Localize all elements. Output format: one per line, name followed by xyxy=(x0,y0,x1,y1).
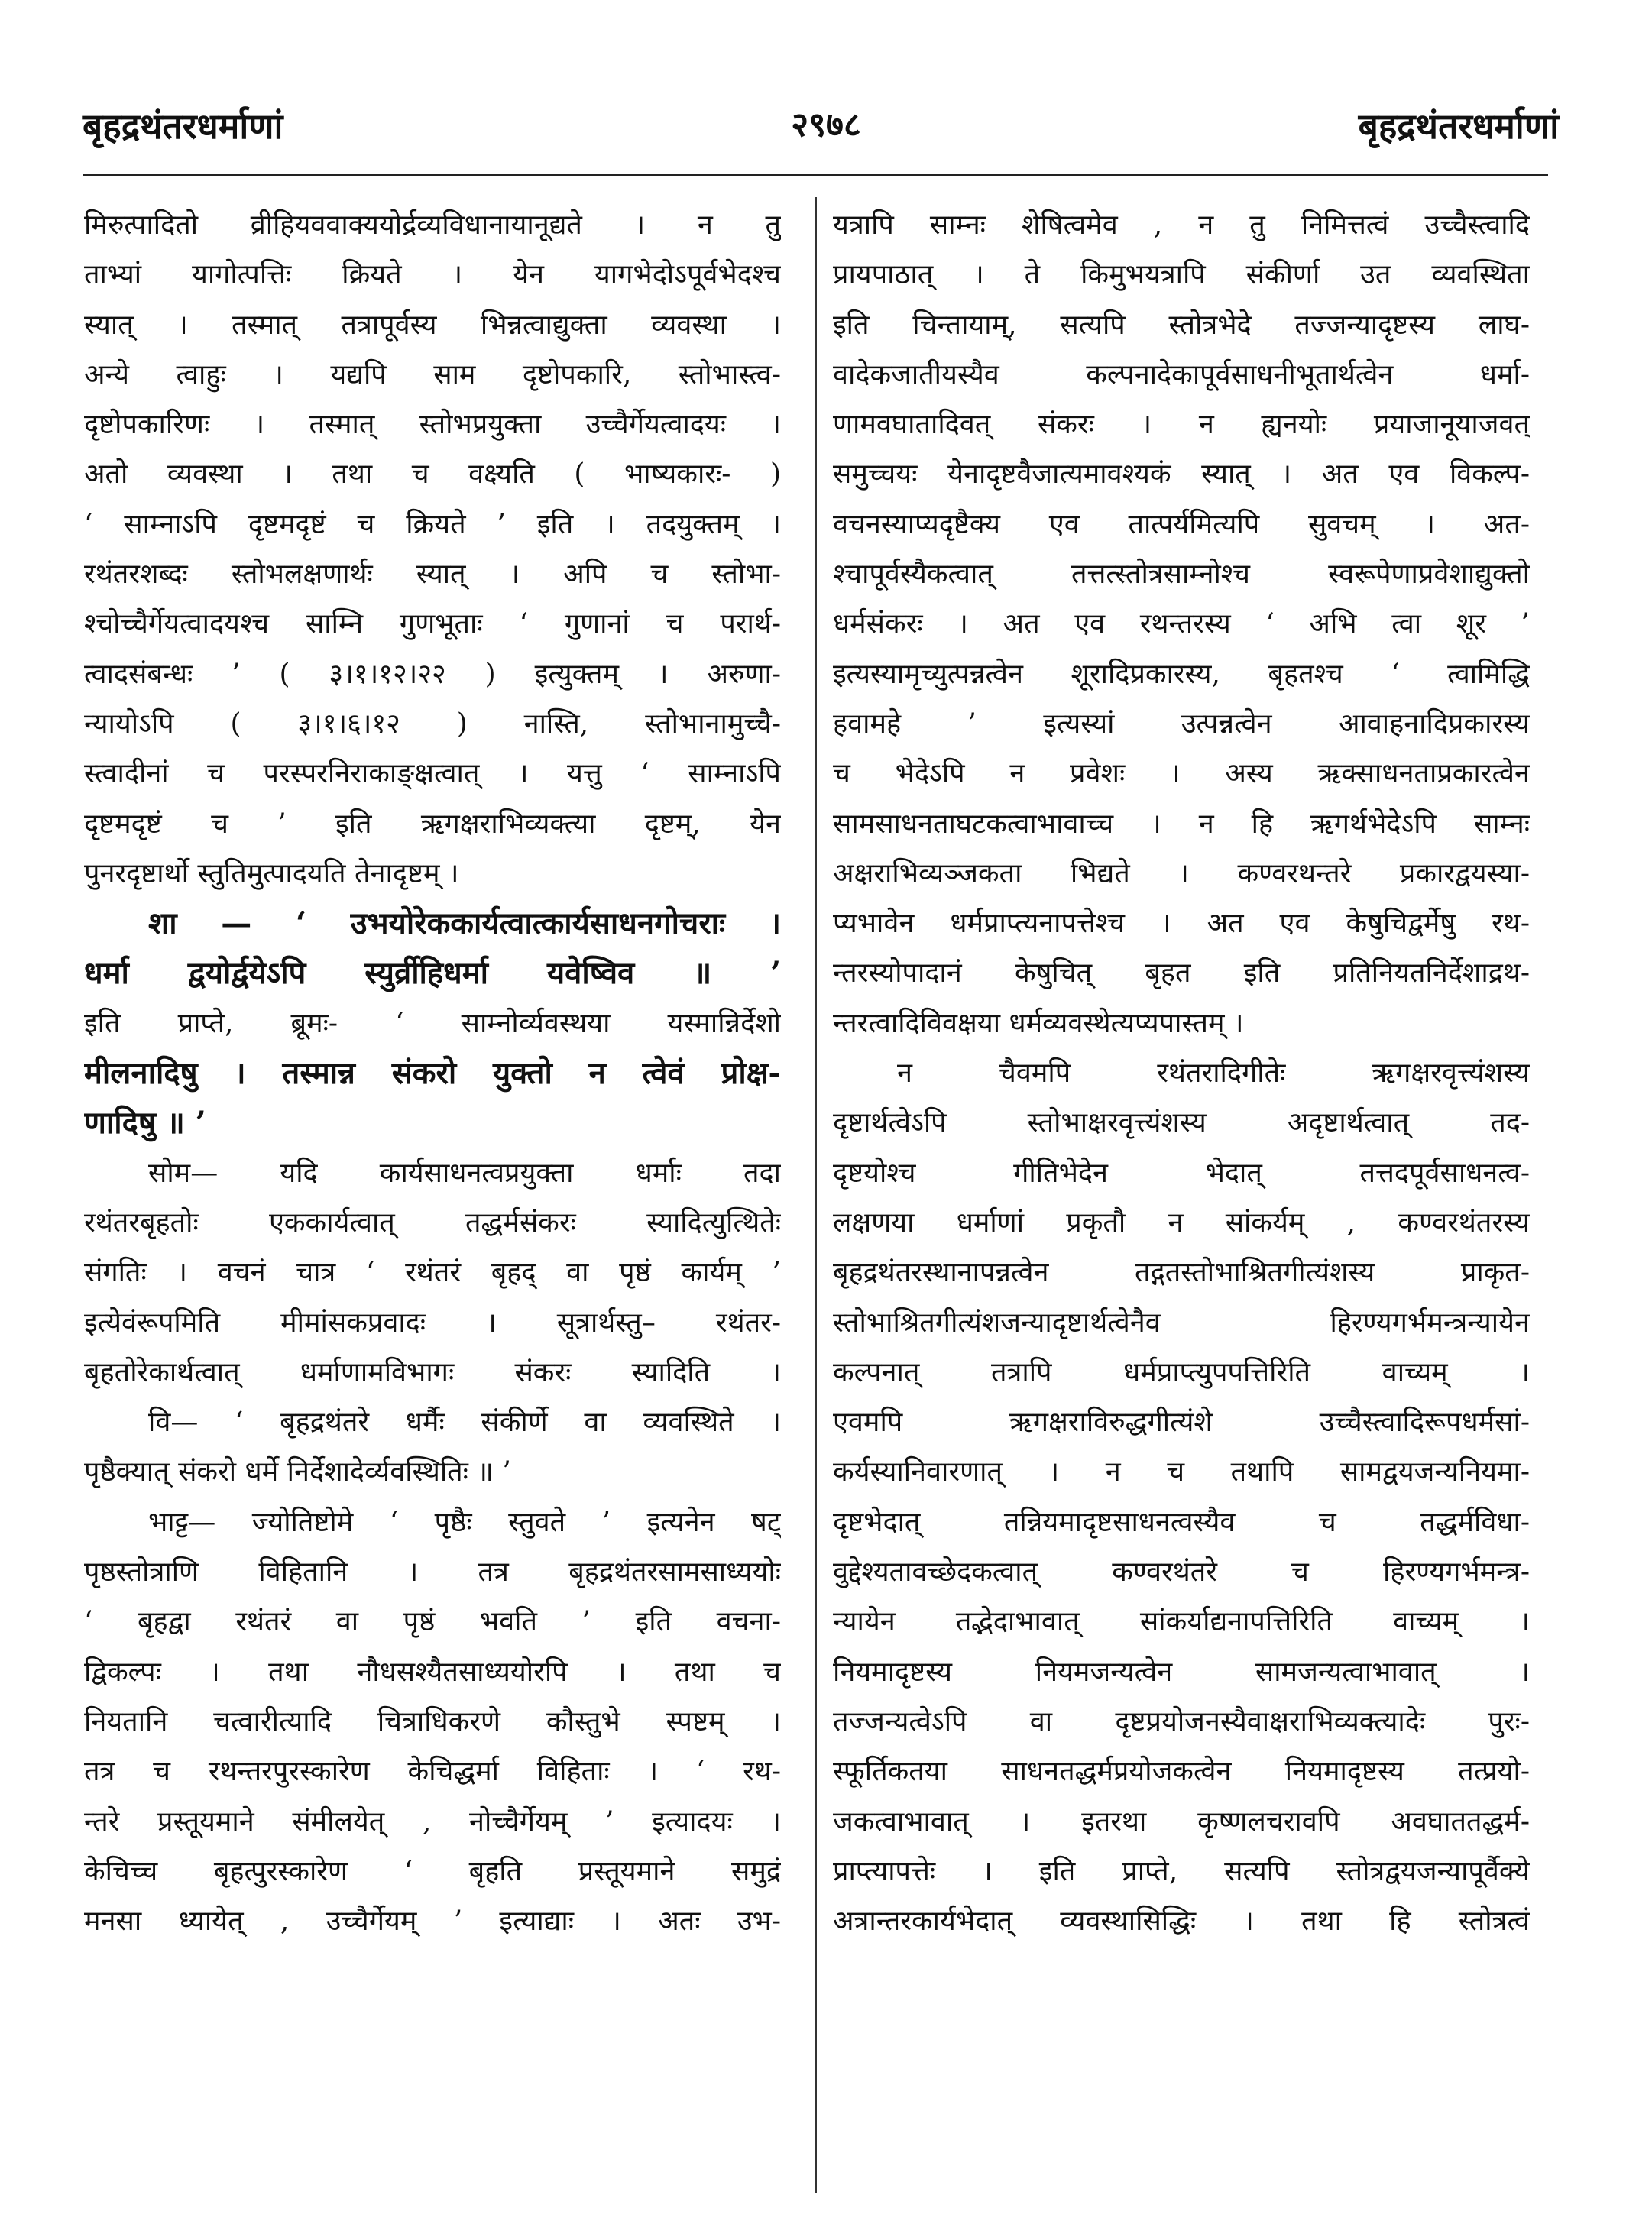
text-line: सामसाधनताघटकत्वाभावाच्च । न हि ऋगर्थभेदेऽपि साम्नः xyxy=(833,808,1530,840)
text-line: तत्र च रथन्तरपुरस्कारेण केचिद्धर्मा विहिताः । ‘ रथ- xyxy=(84,1756,781,1788)
text-line: न्यायोऽपि ( ३।१।६।१२ ) नास्ति, स्तोभानामुच्चै- xyxy=(84,707,781,740)
verse-line: णादिषु ॥ ’ xyxy=(84,1105,206,1141)
text-line: यत्रापि साम्नः शेषित्वमेव , न तु निमित्तत्वं उच्चैस्त्वादि xyxy=(833,209,1530,241)
text-line: स्तोभाश्रितगीत्यंशजन्यादृष्टार्थत्वेनैव हिरण्यगर्भमन्त्रन्यायेन xyxy=(833,1307,1530,1339)
running-title-left: बृहद्रथंतरधर्माणां xyxy=(83,105,283,147)
verse-line: धर्मा द्वयोर्द्वयेऽपि स्युर्व्रीहिधर्मा यवेष्विव ॥ ’ xyxy=(84,955,781,992)
text-line: सोम— यदि कार्यसाधनत्वप्रयुक्ता धर्माः तदा xyxy=(148,1157,781,1189)
running-title-right: बृहद्रथंतरधर्माणां xyxy=(1358,105,1559,147)
text-line: हवामहे ’ इत्यस्यां उत्पन्नत्वेन आवाहनादिप्रकारस्य xyxy=(833,707,1530,740)
text-line: इत्यस्यामृच्युत्पन्नत्वेन शूरादिप्रकारस्य, बृहतश्च ‘ त्वामिद्धि xyxy=(833,658,1530,690)
text-line: श्चोच्चैर्गेयत्वादयश्च साम्नि गुणभूताः ‘ गुणानां च परार्थ- xyxy=(84,608,781,640)
text-line: कल्पनात् तत्रापि धर्मप्राप्त्युपपत्तिरिति वाच्यम् । xyxy=(833,1356,1530,1388)
text-line: दृष्टार्थत्वेऽपि स्तोभाक्षरवृत्त्यंशस्य अदृष्टार्थत्वात् तद- xyxy=(833,1107,1530,1139)
text-line: बृहतोरेकार्थत्वात् धर्माणामविभागः संकरः स्यादिति । xyxy=(84,1356,781,1388)
text-line: बृहद्रथंतरस्थानापन्नत्वेन तद्गतस्तोभाश्रितगीत्यंशस्य प्राकृत- xyxy=(833,1257,1530,1289)
text-line: पृष्ठस्तोत्राणि विहितानि । तत्र बृहद्रथंतरसामसाध्ययोः xyxy=(84,1556,781,1588)
text-line: णामवघातादिवत् संकरः । न ह्यनयोः प्रयाजानूयाजवत् xyxy=(833,409,1530,441)
text-line: भाट्ट— ज्योतिष्टोमे ‘ पृष्ठैः स्तुवते ’ इत्यनेन षट् xyxy=(148,1506,781,1538)
text-line: श्चापूर्वस्यैकत्वात् तत्तत्स्तोत्रसाम्नोश्च स्वरूपेणाप्रवेशाद्युक्तो xyxy=(833,559,1530,591)
text-line: दृष्टयोश्च गीतिभेदेन भेदात् तत्तदपूर्वसाधनत्व- xyxy=(833,1157,1530,1189)
text-line: वि— ‘ बृहद्रथंतरे धर्मैः संकीर्णे वा व्यवस्थिते । xyxy=(148,1407,781,1439)
text-line: दृष्टभेदात् तन्नियमादृष्टसाधनत्वस्यैव च तद्धर्मविधा- xyxy=(833,1506,1530,1538)
text-line: कर्यस्यानिवारणात् । न च तथापि सामद्वयजन्यनियमा- xyxy=(833,1456,1530,1488)
text-line: अतो व्यवस्था । तथा च वक्ष्यति ( भाष्यकारः- ) xyxy=(84,458,781,491)
text-line: दृष्टमदृष्टं च ’ इति ऋगक्षराभिव्यक्त्या दृष्टम्, येन xyxy=(84,808,781,840)
text-line: इत्येवंरूपमिति मीमांसकप्रवादः । सूत्रार्थस्तु– रथंतर- xyxy=(84,1307,781,1339)
text-line: इति चिन्तायाम्, सत्यपि स्तोत्रभेदे तज्जन्यादृष्टस्य लाघ- xyxy=(833,309,1530,341)
text-line: जकत्वाभावात् । इतरथा कृष्णलचरावपि अवघाततद्धर्म- xyxy=(833,1805,1530,1838)
text-line: एवमपि ऋगक्षराविरुद्धगीत्यंशे उच्चैस्त्वादिरूपधर्मसां- xyxy=(833,1407,1530,1439)
text-line: पृष्ठैक्यात् संकरो धर्मे निर्देशादेर्व्यवस्थितिः ॥ ’ xyxy=(84,1456,511,1488)
right-column xyxy=(833,200,1530,1946)
left-column xyxy=(84,200,781,1946)
column-divider xyxy=(815,197,817,2193)
text-line: वुद्देश्यतावच्छेदकत्वात् कण्वरथंतरे च हिरण्यगर्भमन्त्र- xyxy=(833,1556,1530,1588)
verse-line: मीलनादिषु । तस्मान्न संकरो युक्तो न त्वेवं प्रोक्ष- xyxy=(84,1055,781,1092)
text-line: वचनस्याप्यदृष्टैक्य एव तात्पर्यमित्यपि सुवचम् । अत- xyxy=(833,508,1530,540)
text-line: स्त्वादीनां च परस्परनिराकाङ्क्षत्वात् । यत्तु ‘ साम्नाऽपि xyxy=(84,758,781,790)
text-line: पुनरदृष्टार्थो स्तुतिमुत्पादयति तेनादृष्टम् । xyxy=(84,857,459,889)
text-line: रथंतरशब्दः स्तोभलक्षणार्थः स्यात् । अपि च स्तोभा- xyxy=(84,559,781,591)
text-line: इति प्राप्ते, ब्रूमः- ‘ साम्नोर्व्यवस्थया यस्मान्निर्देशो xyxy=(84,1007,781,1039)
header-rule xyxy=(83,174,1548,176)
text-line: रथंतरबृहतोः एककार्यत्वात् तद्धर्मसंकरः स्यादित्युत्थितेः xyxy=(84,1206,781,1239)
text-line: स्यात् । तस्मात् तत्रापूर्वस्य भिन्नत्वाद्युक्ता व्यवस्था । xyxy=(84,309,781,341)
text-line: अक्षराभिव्यञ्जकता भिद्यते । कण्वरथन्तरे प्रकारद्वयस्या- xyxy=(833,857,1530,889)
text-line: न्तरत्वादिविवक्षया धर्मव्यवस्थेत्यप्यपास्तम् । xyxy=(833,1007,1244,1039)
text-line: तज्जन्यत्वेऽपि वा दृष्टप्रयोजनस्यैवाक्षराभिव्यक्त्यादेः पुरः- xyxy=(833,1705,1530,1737)
text-line: नियतानि चत्वारीत्यादि चित्राधिकरणे कौस्तुभे स्पष्टम् । xyxy=(84,1705,781,1737)
text-line: न्तरे प्रस्तूयमाने संमीलयेत् , नोच्चैर्गेयम् ’ इत्यादयः । xyxy=(84,1805,781,1838)
text-line: वादेकजातीयस्यैव कल्पनादेकापूर्वसाधनीभूतार्थत्वेन धर्मा- xyxy=(833,358,1530,390)
text-line: न्तरस्योपादानं केषुचित् बृहत इति प्रतिनियतनिर्देशाद्रथ- xyxy=(833,957,1530,989)
text-line: समुच्चयः येनादृष्टवैजात्यमावश्यकं स्यात् । अत एव विकल्प- xyxy=(833,458,1530,491)
text-line: द्विकल्पः । तथा नौधसश्यैतसाध्ययोरपि । तथा च xyxy=(84,1656,781,1688)
text-line: त्वादसंबन्धः ’ ( ३।१।१२।२२ ) इत्युक्तम् । अरुणा- xyxy=(84,658,781,690)
text-line: मनसा ध्यायेत् , उच्चैर्गेयम् ’ इत्याद्याः । अतः उभ- xyxy=(84,1906,781,1938)
text-line: मिरुत्पादितो व्रीहियववाक्ययोर्द्रव्यविधानायानूद्यते । न तु xyxy=(84,209,781,241)
text-line: नियमादृष्टस्य नियमजन्यत्वेन सामजन्यत्वाभावात् । xyxy=(833,1656,1530,1688)
text-line: अत्रान्तरकार्यभेदात् व्यवस्थासिद्धिः । तथा हि स्तोत्रत्वं xyxy=(833,1906,1530,1938)
text-line: न्यायेन तद्भेदाभावात् सांकर्याद्यनापत्तिरिति वाच्यम् । xyxy=(833,1606,1530,1638)
text-line: ‘ बृहद्वा रथंतरं वा पृष्ठं भवति ’ इति वचना- xyxy=(84,1606,781,1638)
verse-line: शा — ‘ उभयोरेककार्यत्वात्कार्यसाधनगोचराः । xyxy=(148,905,781,942)
text-line: ताभ्यां यागोत्पत्तिः क्रियते । येन यागभेदोऽपूर्वभेदश्च xyxy=(84,259,781,291)
text-line: स्फूर्तिकतया साधनतद्धर्मप्रयोजकत्वेन नियमादृष्टस्य तत्प्रयो- xyxy=(833,1756,1530,1788)
text-line: अन्ये त्वाहुः । यद्यपि साम दृष्टोपकारि, स्तोभास्त्व- xyxy=(84,358,781,390)
text-line: न चैवमपि रथंतरादिगीतेः ऋगक्षरवृत्त्यंशस्य xyxy=(897,1057,1530,1090)
text-line: ‘ साम्नाऽपि दृष्टमदृष्टं च क्रियते ’ इति । तदयुक्तम् । xyxy=(84,508,781,540)
text-line: प्राप्त्यापत्तेः । इति प्राप्ते, सत्यपि स्तोत्रद्वयजन्यापूर्वैक्ये xyxy=(833,1855,1530,1887)
text-line: केचिच्च बृहत्पुरस्कारेण ‘ बृहति प्रस्तूयमाने समुद्रं xyxy=(84,1855,781,1887)
text-line: प्रायपाठात् । ते किमुभयत्रापि संकीर्णा उत व्यवस्थिता xyxy=(833,259,1530,291)
text-line: धर्मसंकरः । अत एव रथन्तरस्य ‘ अभि त्वा शूर ’ xyxy=(833,608,1530,640)
text-line: च भेदेऽपि न प्रवेशः । अस्य ऋक्साधनताप्रकारत्वेन xyxy=(833,758,1530,790)
text-line: दृष्टोपकारिणः । तस्मात् स्तोभप्रयुक्ता उच्चैर्गेयत्वादयः । xyxy=(84,409,781,441)
page-number: २९७८ xyxy=(791,105,861,144)
text-line: लक्षणया धर्माणां प्रकृतौ न सांकर्यम् , कण्वरथंतरस्य xyxy=(833,1206,1530,1239)
text-line: संगतिः । वचनं चात्र ‘ रथंतरं बृहद् वा पृष्ठं कार्यम् ’ xyxy=(84,1257,781,1289)
text-line: प्यभावेन धर्मप्राप्त्यनापत्तेश्च । अत एव केषुचिद्वर्मेषु रथ- xyxy=(833,908,1530,940)
